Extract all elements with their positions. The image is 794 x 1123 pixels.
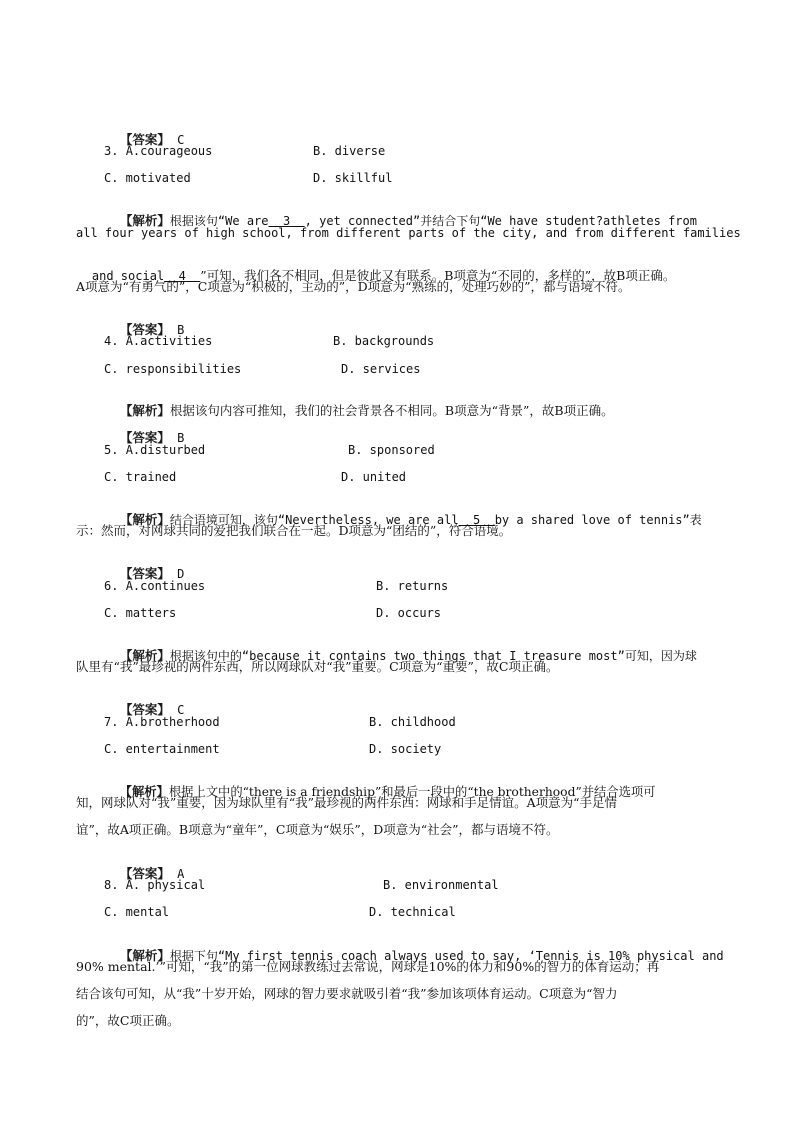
analysis-line: 队里有“我”最珍视的两件东西，所以网球队对“我”重要。C项意为“重要”，故C项正确。 xyxy=(76,659,559,674)
analysis-line: 结合该句可知，从“我”十岁开始，网球的智力要求就吸引着“我”参加该项体育运动。C项意为“智力 xyxy=(76,986,618,1001)
question-3-option-a: 3. A.courageous xyxy=(104,144,213,158)
question-7-option-a: 7. A.brotherhood xyxy=(104,715,220,729)
answer-line: 【答案】 D xyxy=(119,566,185,581)
blank-3: 3 xyxy=(282,214,291,228)
analysis-line: 【解析】根据下句“My first tennis coach always used to say, ‘Tennis is 10% physical and xyxy=(119,948,724,963)
answer-line: 【答案】 B xyxy=(119,430,185,445)
analysis-line: 的”，故C项正确。 xyxy=(76,1013,180,1028)
analysis-tag: 【解析】 xyxy=(119,213,170,228)
question-5-option-b: B. sponsored xyxy=(348,443,435,457)
question-4-option-d: D. services xyxy=(341,362,421,376)
answer-tag: 【答案】 xyxy=(119,132,170,147)
question-7-option-b: B. childhood xyxy=(369,715,456,729)
analysis-line: 示：然而，对网球共同的爱把我们联合在一起。D项意为“团结的”，符合语境。 xyxy=(76,523,512,538)
question-5-option-c: C. trained xyxy=(104,470,177,484)
question-4-option-b: B. backgrounds xyxy=(333,334,435,348)
question-6-option-c: C. matters xyxy=(104,606,177,620)
answer-value: C xyxy=(169,133,185,147)
question-8-option-c: C. mental xyxy=(104,905,170,919)
blank-4: 4 xyxy=(178,269,186,283)
question-5-option-a: 5. A.disturbed xyxy=(104,443,206,457)
question-7-option-c: C. entertainment xyxy=(104,742,220,756)
question-6-option-b: B. returns xyxy=(376,579,449,593)
question-5-option-d: D. united xyxy=(341,470,407,484)
analysis-line: 【解析】根据该句“We are 3 , yet connected”并结合下句“We have student?athletes from xyxy=(119,213,697,228)
question-3-option-b: B. diverse xyxy=(313,144,386,158)
analysis-line: 【解析】根据该句中的“because it contains two things that I treasure most”可知，因为球 xyxy=(119,648,697,663)
question-4-option-c: C. responsibilities xyxy=(104,362,242,376)
analysis-line: 【解析】根据上文中的“there is a friendship”和最后一段中的“the brotherhood”并结合选项可 xyxy=(119,784,656,799)
question-6-option-d: D. occurs xyxy=(376,606,442,620)
question-8-option-b: B. environmental xyxy=(383,878,499,892)
question-4-option-a: 4. A.activities xyxy=(104,334,213,348)
question-6-option-a: 6. A.continues xyxy=(104,579,206,593)
analysis-line: 【解析】结合语境可知，该句“Nevertheless, we are all 5 by a shared love of tennis”表 xyxy=(119,512,702,527)
analysis-line: A项意为“有勇气的”，C项意为“积极的，主动的”，D项意为“熟练的，处理巧妙的”，都与语境不符。 xyxy=(76,279,631,294)
question-3-option-d: D. skillful xyxy=(313,171,393,185)
analysis-line: all four years of high school, from different parts of the city, and from different families xyxy=(76,226,741,240)
analysis-line: 知，网球队对“我”重要，因为球队里有“我”最珍视的两件东西：网球和手足情谊。A项意为“手足情 xyxy=(76,795,617,810)
blank-5: 5 xyxy=(473,513,481,527)
question-7-option-d: D. society xyxy=(369,742,442,756)
answer-line: 【答案】 A xyxy=(119,866,185,881)
analysis-line: 90% mental.’”可知，“我”的第一位网球教练过去常说，网球是10%的体力和90%的智力的体育运动；再 xyxy=(76,959,660,974)
answer-line: 【答案】 C xyxy=(119,702,185,717)
answer-line: 【答案】 B xyxy=(119,322,185,337)
question-8-option-d: D. technical xyxy=(369,905,456,919)
question-8-option-a: 8. A. physical xyxy=(104,878,206,892)
question-3-option-c: C. motivated xyxy=(104,171,191,185)
analysis-line: 【解析】根据该句内容可推知，我们的社会背景各不相同。B项意为“背景”，故B项正确。 xyxy=(119,403,614,418)
analysis-line: and social 4 ”可知，我们各不相同，但是彼此又有联系。B项意为“不同的，多样的”，故B项正确。 xyxy=(91,268,676,283)
analysis-line: 谊”，故A项正确。B项意为“童年”，C项意为“娱乐”，D项意为“社会”，都与语境不符。 xyxy=(76,822,559,837)
